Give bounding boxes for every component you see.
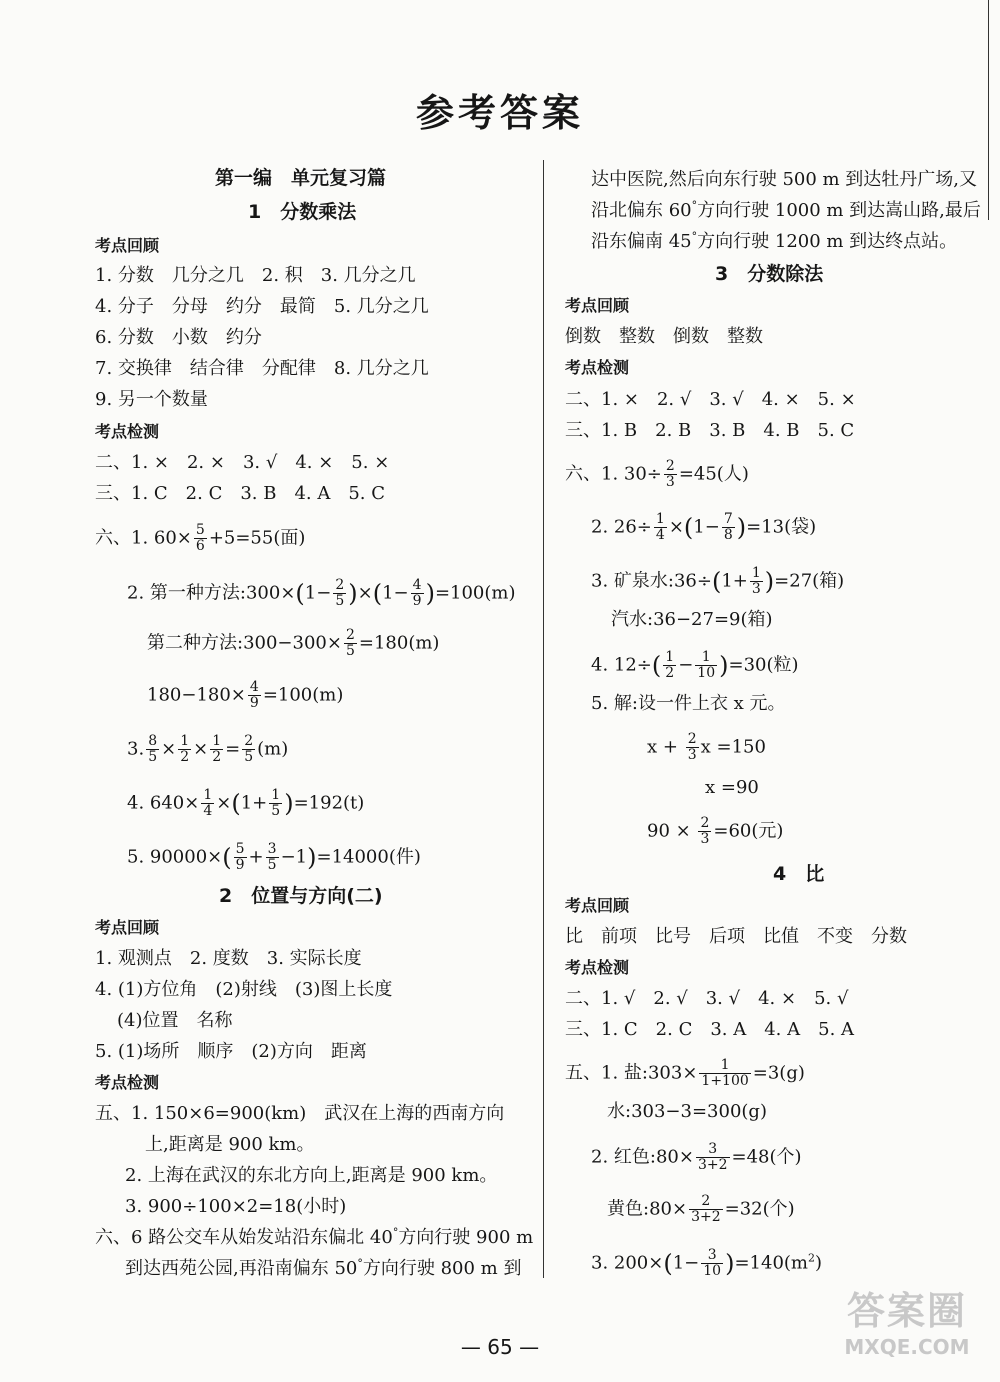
text: =60(元) (713, 820, 784, 842)
unit2-review-line: 1. 观测点 2. 度数 3. 实际长度 (95, 948, 362, 969)
numerator: 2 (665, 458, 675, 474)
unit3-answer-6-4 (591, 650, 799, 681)
numerator: 2 (345, 627, 355, 643)
text: 4. 640× (127, 792, 200, 814)
unit3-answer-6-1 (565, 459, 749, 490)
unit3-answer-6-5: 5. 解:设一件上衣 x 元。 (591, 693, 786, 714)
text: +5=55(面) (208, 527, 306, 549)
fraction (664, 459, 677, 490)
fraction (333, 578, 346, 609)
answer-6-2-step (147, 680, 343, 711)
unit4-review-label: 考点回顾 (565, 896, 630, 915)
unit1-review-line: 1. 分数 几分之几 2. 积 3. 几分之几 (95, 265, 416, 286)
text: 方向行驶 900 m (398, 1227, 534, 1248)
denominator: 6 (195, 538, 205, 554)
denominator: 4 (655, 527, 665, 543)
fraction (686, 732, 699, 763)
unit3-title: 3 分数除法 (715, 263, 824, 285)
text: 沿北偏东 60 (591, 200, 692, 221)
unit2-review-line: 4. (1)方位角 (2)射线 (3)图上长度 (95, 979, 393, 1000)
numerator: 1 (180, 733, 190, 749)
unit1-check-line: 三、1. C 2. C 3. B 4. A 5. C (95, 483, 386, 504)
superscript: 2 (808, 1251, 815, 1265)
numerator: 7 (723, 511, 733, 527)
watermark-url: MXQE.COM (844, 1335, 970, 1359)
fraction (146, 734, 159, 765)
unit4-title: 4 比 (773, 863, 825, 885)
fraction (411, 578, 424, 609)
numerator: 1 (212, 733, 222, 749)
unit2-continued-line (591, 230, 957, 254)
text: =100(m) (262, 684, 344, 706)
text: × (216, 792, 232, 814)
answer-6-1 (95, 523, 305, 554)
unit1-review-line: 6. 分数 小数 约分 (95, 327, 262, 348)
answer-6-3 (127, 734, 288, 765)
unit3-equation-line (647, 732, 766, 763)
text: =48(个) (731, 1146, 802, 1168)
unit2-check-line: 上,距离是 900 km。 (145, 1134, 315, 1155)
unit2-title: 2 位置与方向(二) (219, 885, 383, 907)
text: = (225, 738, 241, 760)
text: 1+ (721, 570, 748, 592)
paren: ( (295, 579, 305, 608)
denominator: 9 (235, 857, 245, 873)
text: 沿东偏南 45 (591, 231, 692, 252)
denominator: 3 (665, 474, 675, 490)
fraction (663, 650, 676, 681)
numerator: 3 (696, 1142, 730, 1158)
text: 六、6 路公交车从始发站沿东偏北 40 (95, 1227, 393, 1248)
denominator: 9 (249, 695, 259, 711)
answer-6-5 (127, 842, 421, 873)
text: 2. 26÷ (591, 516, 652, 538)
paren: ) (425, 579, 435, 608)
text: (m) (257, 738, 289, 760)
page-edge-line (988, 0, 989, 220)
text: 方向行驶 1200 m 到达终点站。 (697, 231, 958, 252)
unit1-review-line: 4. 分子 分母 约分 最简 5. 几分之几 (95, 296, 429, 317)
unit3-check-line: 三、1. B 2. B 3. B 4. B 5. C (565, 420, 855, 441)
numerator: 4 (249, 679, 259, 695)
unit2-continued-line (591, 199, 981, 223)
unit3-check-line: 二、1. × 2. √ 3. √ 4. × 5. × (565, 389, 856, 410)
text: =32(个) (724, 1198, 795, 1220)
text: 六、1. 30÷ (565, 463, 662, 485)
degree-sign: ° (357, 1257, 363, 1270)
text: =140(m (734, 1252, 808, 1274)
unit3-answer-6-3 (591, 566, 844, 597)
degree-sign: ° (392, 1226, 399, 1239)
text: =14000(件) (316, 846, 421, 868)
denominator: 9 (412, 593, 422, 609)
numerator: 2 (700, 815, 710, 831)
text: 方向行驶 1000 m 到达嵩山路,最后 (697, 200, 981, 221)
text: 2. 红色:80× (591, 1146, 694, 1168)
page-number: — 65 — (460, 1335, 540, 1359)
text: 黄色:80× (607, 1198, 688, 1220)
denominator: 5 (244, 749, 254, 765)
denominator: 8 (723, 527, 733, 543)
denominator: 2 (180, 749, 190, 765)
denominator: 10 (697, 665, 716, 681)
denominator: 5 (335, 593, 345, 609)
paren: ( (651, 651, 662, 680)
text: −1 (280, 846, 308, 868)
text: 方向行驶 800 m 到 (362, 1258, 522, 1279)
text: 六、1. 60× (95, 527, 192, 549)
numerator: 4 (412, 577, 422, 593)
unit2-check-line: 3. 900÷100×2=18(小时) (125, 1196, 347, 1217)
answer-6-2-method-2 (147, 628, 439, 659)
answer-6-4 (127, 788, 364, 819)
unit4-answer-5-1 (565, 1058, 805, 1089)
numerator: 5 (235, 841, 245, 857)
paren: ) (348, 579, 358, 608)
text: 4. 12÷ (591, 654, 652, 676)
text: × (668, 516, 684, 538)
fraction (344, 628, 357, 659)
unit4-check-line: 三、1. C 2. C 3. A 4. A 5. A (565, 1019, 855, 1040)
text: 1+ (240, 792, 268, 814)
fraction (210, 734, 223, 765)
denominator: 4 (203, 803, 213, 819)
paren: ( (222, 843, 232, 872)
denominator: 5 (345, 643, 355, 659)
denominator: 2 (665, 665, 675, 681)
numerator: 1 (655, 511, 665, 527)
fraction (695, 650, 717, 681)
numerator: 2 (687, 731, 697, 747)
watermark-logo (822, 1288, 992, 1368)
text: − (678, 654, 694, 676)
unit4-answer-5-2-b (607, 1194, 795, 1225)
text: x =150 (700, 736, 766, 758)
part-heading: 第一编 单元复习篇 (215, 167, 387, 189)
text: × (193, 738, 209, 760)
page-title: 参考答案 (415, 91, 584, 135)
unit2-check-line: 2. 上海在武汉的东北方向上,距离是 900 km。 (125, 1165, 498, 1186)
degree-sign: ° (691, 199, 698, 212)
paren: ) (307, 843, 317, 872)
text: 五、1. 盐:303× (565, 1062, 698, 1084)
fraction (654, 512, 667, 543)
fraction (201, 788, 214, 819)
fraction (696, 1142, 730, 1173)
text: 1− (693, 516, 720, 538)
fraction (689, 1194, 723, 1225)
text: 5. 90000× (127, 846, 223, 868)
unit3-check-label: 考点检测 (565, 358, 630, 377)
unit1-review-line: 9. 另一个数量 (95, 389, 208, 410)
text: 1− (382, 582, 409, 604)
denominator: 5 (148, 749, 158, 765)
paren: ( (372, 579, 383, 608)
degree-sign: ° (691, 230, 698, 243)
text: 第二种方法:300−300× (147, 632, 342, 654)
numerator: 5 (195, 522, 205, 538)
paren: ( (711, 567, 722, 596)
unit2-answer-6-line (95, 1226, 533, 1250)
denominator: 3+2 (697, 1157, 728, 1173)
text: 1− (672, 1252, 700, 1274)
unit3-review-line: 倒数 整数 倒数 整数 (565, 326, 763, 347)
denominator: 3 (687, 747, 697, 763)
denominator: 3 (700, 831, 710, 847)
text: 3. 矿泉水:36÷ (591, 570, 712, 592)
fraction (701, 1248, 723, 1279)
text: 3. 200× (591, 1252, 664, 1274)
unit2-review-line: (4)位置 名称 (117, 1010, 233, 1031)
fraction (242, 734, 255, 765)
unit1-check-label: 考点检测 (95, 422, 160, 441)
text: 90 × (647, 820, 697, 842)
paren: ) (725, 1249, 735, 1278)
numerator: 2 (689, 1194, 723, 1210)
text: ) (815, 1252, 823, 1274)
unit2-check-label: 考点检测 (95, 1073, 160, 1092)
unit1-title: 1 分数乘法 (248, 201, 357, 223)
denominator: 5 (271, 803, 281, 819)
denominator: 5 (267, 857, 277, 873)
paren: ) (764, 567, 775, 596)
unit3-answer-6-2 (591, 512, 816, 543)
numerator: 1 (203, 787, 213, 803)
numerator: 1 (271, 787, 281, 803)
text: + (248, 846, 264, 868)
paren: ( (231, 789, 241, 818)
numerator: 1 (695, 650, 717, 666)
text: 180−180× (147, 684, 246, 706)
unit2-continued-line: 达中医院,然后向东行驶 500 m 到达牡丹广场,又 (591, 169, 978, 190)
text: =27(箱) (774, 570, 845, 592)
unit2-review-label: 考点回顾 (95, 918, 160, 937)
paren: ) (284, 789, 294, 818)
paren: ( (683, 513, 694, 542)
denominator: 3 (751, 581, 761, 597)
unit2-review-line: 5. (1)场所 顺序 (2)方向 距离 (95, 1041, 367, 1062)
unit1-check-line: 二、1. × 2. × 3. √ 4. × 5. × (95, 452, 390, 473)
fraction (194, 523, 207, 554)
answer-6-2-method-1 (127, 578, 516, 609)
watermark-text: 答案圈 (846, 1289, 967, 1333)
text: 到达西苑公园,再沿南偏东 50 (125, 1258, 358, 1279)
unit1-review-line: 7. 交换律 结合律 分配律 8. 几分之几 (95, 358, 429, 379)
text: × (357, 582, 373, 604)
text: =45(人) (678, 463, 749, 485)
unit3-equation-line (647, 816, 783, 847)
fraction (178, 734, 191, 765)
unit2-answer-6-line (125, 1257, 521, 1281)
numerator: 1 (699, 1058, 750, 1074)
numerator: 2 (335, 577, 345, 593)
text: =13(袋) (746, 516, 817, 538)
numerator: 3 (701, 1248, 723, 1264)
paren: ) (719, 651, 729, 680)
fraction (722, 512, 735, 543)
numerator: 1 (751, 565, 761, 581)
fraction (269, 788, 282, 819)
fraction (234, 842, 247, 873)
text: =30(粒) (728, 654, 799, 676)
numerator: 1 (665, 649, 675, 665)
fraction (698, 816, 711, 847)
fraction (699, 1058, 750, 1089)
text: =192(t) (293, 792, 365, 814)
text: =3(g) (752, 1062, 805, 1084)
fraction (266, 842, 279, 873)
numerator: 2 (244, 733, 254, 749)
text: =180(m) (358, 632, 440, 654)
unit4-answer-5-1-b: 水:303−3=300(g) (607, 1101, 767, 1122)
paren: ) (736, 513, 747, 542)
unit1-review-label: 考点回顾 (95, 236, 160, 255)
text: 2. 第一种方法:300× (127, 582, 296, 604)
unit2-check-line: 五、1. 150×6=900(km) 武汉在上海的西南方向 (95, 1103, 505, 1124)
text: × (161, 738, 177, 760)
paren: ( (663, 1249, 673, 1278)
numerator: 3 (267, 841, 277, 857)
fraction (750, 566, 763, 597)
denominator: 10 (703, 1263, 722, 1279)
unit4-check-line: 二、1. √ 2. √ 3. √ 4. × 5. √ (565, 988, 849, 1009)
unit4-review-line: 比 前项 比号 后项 比值 不变 分数 (565, 926, 907, 947)
denominator: 2 (212, 749, 222, 765)
denominator: 3+2 (691, 1209, 721, 1225)
unit3-answer-6-3-b: 汽水:36−27=9(箱) (611, 609, 773, 630)
text: 1− (304, 582, 332, 604)
text: x + (647, 736, 684, 758)
numerator: 8 (148, 733, 158, 749)
text: =100(m) (434, 582, 516, 604)
column-divider (543, 160, 544, 1278)
unit4-check-label: 考点检测 (565, 958, 630, 977)
unit4-answer-5-2 (591, 1142, 802, 1173)
denominator: 1+100 (701, 1073, 749, 1089)
unit3-review-label: 考点回顾 (565, 296, 630, 315)
unit3-equation-line: x =90 (705, 777, 759, 798)
fraction (248, 680, 261, 711)
unit4-answer-5-3 (591, 1248, 822, 1279)
text: 3. (127, 738, 145, 760)
